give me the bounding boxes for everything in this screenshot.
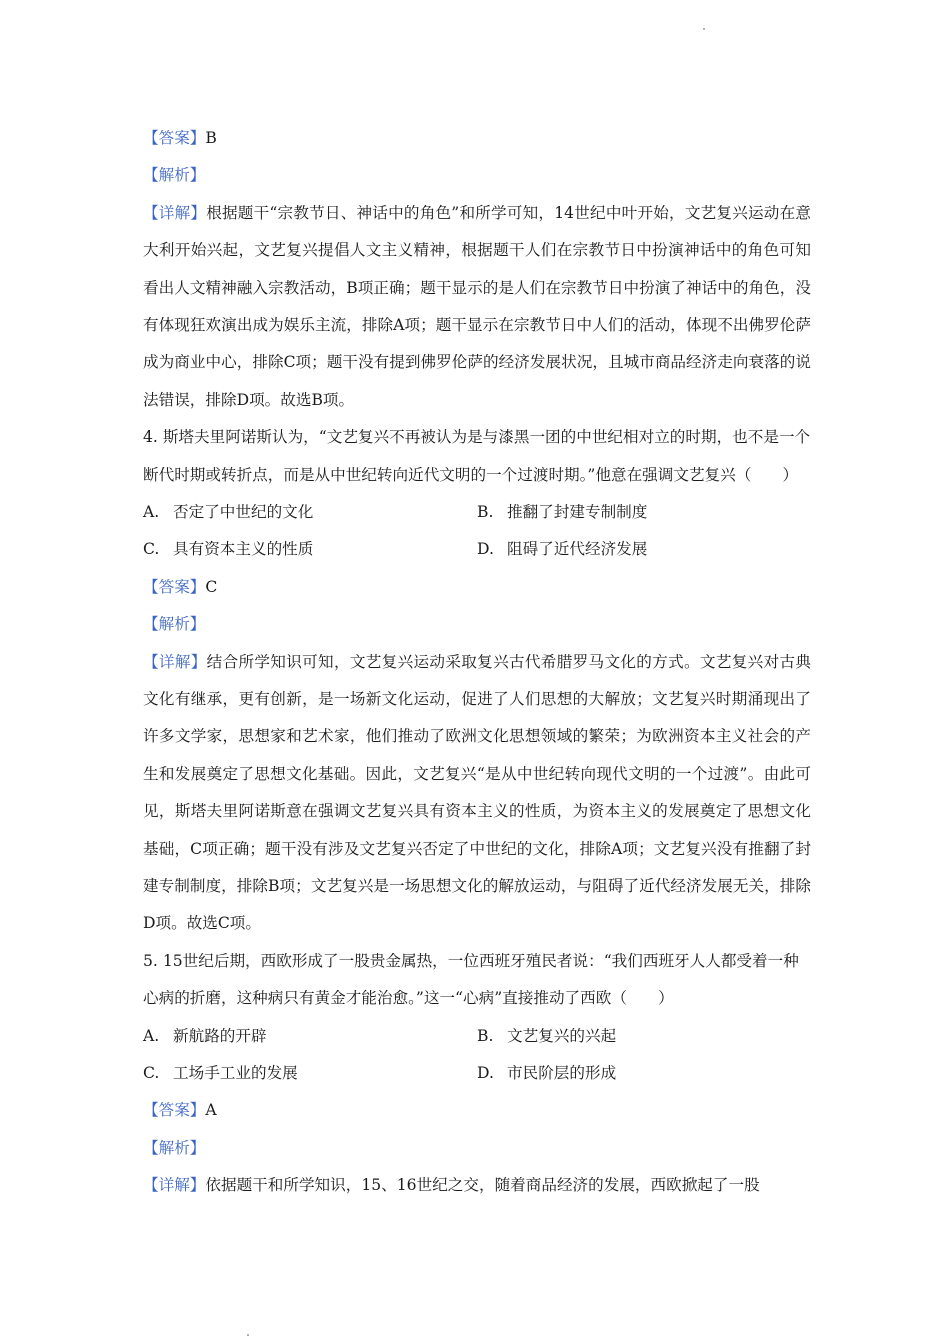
analysis-tag: 【解析】 — [143, 615, 206, 634]
detail-tag: 【详解】 — [143, 652, 207, 671]
analysis-tag: 【解析】 — [143, 166, 206, 185]
answer-tag: 【答案】 — [143, 577, 206, 596]
q5-answer — [143, 1092, 811, 1129]
detail-text: 结合所学知识可知，文艺复兴运动采取复兴古代希腊罗马文化的方式。文艺复兴对古典文化有继承，更有创新，是一场新文化运动，促进了人们思想的大解放；文艺复兴时期涌现出了许多文学家，思想家和艺术家，他们推动了欧洲文化思想领域的繁荣；为欧洲资本主义社会的产生和发展奠定了思想文化基础。因此，文艺复兴“是从中世纪转向现代文明的一个过渡”。由此可见，斯塔夫里阿诺斯意在强调文艺复兴具有资本主义的性质，为资本主义的发展奠定了思想文化基础，C项正确；题干没有涉及文艺复兴否定了中世纪的文化，排除A项；文艺复兴没有推翻了封建专制制度，排除B项；文艺复兴是一场思想文化的解放运动，与阻碍了近代经济发展无关，排除D项。故选C项。 — [143, 652, 811, 933]
option-a: A. 新航路的开辟 — [143, 1026, 267, 1045]
answer-tag: 【答案】 — [143, 1101, 206, 1120]
q5-analysis — [143, 1130, 811, 1167]
answer-value: B — [205, 129, 217, 147]
answer-tag: 【答案】 — [143, 129, 206, 147]
q5-options-row-2 — [143, 1055, 811, 1092]
q3-answer — [143, 120, 811, 157]
q4-stem: 4. 斯塔夫里阿诺斯认为，“文艺复兴不再被认为是与漆黑一团的中世纪相对立的时期，也不是一个断代时期或转折点，而是从中世纪转向近代文明的一个过渡时期。”他意在强调文艺复兴（ ） — [143, 428, 811, 484]
q3-detail — [143, 195, 811, 419]
q4-options-row-2 — [143, 531, 811, 568]
q5-options-row-1 — [143, 1018, 811, 1055]
option-d: D. 阻碍了近代经济发展 — [477, 540, 648, 559]
q4-detail — [143, 644, 811, 943]
option-b: B. 推翻了封建专制制度 — [477, 503, 648, 522]
q3-analysis — [143, 157, 811, 194]
option-c: C. 工场手工业的发展 — [143, 1064, 298, 1083]
detail-text: 依据题干和所学知识，15、16世纪之交，随着商品经济的发展，西欧掀起了一股 — [205, 1176, 760, 1195]
document-page — [143, 120, 811, 1205]
option-c: C. 具有资本主义的性质 — [143, 540, 314, 559]
answer-value: A — [205, 1101, 217, 1120]
q5-stem: 5. 15世纪后期，西欧形成了一股贵金属热，一位西班牙殖民者说：“我们西班牙人人都受着一种心病的折磨，这种病只有黄金才能治愈。”这一“心病”直接推动了西欧（ ） — [143, 951, 799, 1008]
q4-options-row-1 — [143, 494, 811, 531]
answer-value: C — [205, 577, 218, 596]
q5-detail — [143, 1167, 811, 1204]
detail-tag: 【详解】 — [143, 203, 207, 222]
detail-tag: 【详解】 — [143, 1176, 206, 1195]
page-mark-bottom — [247, 1334, 249, 1336]
q4-answer — [143, 569, 811, 606]
option-d: D. 市民阶层的形成 — [477, 1064, 617, 1083]
q4-analysis — [143, 606, 811, 643]
page-mark-top — [703, 28, 705, 30]
analysis-tag: 【解析】 — [143, 1138, 206, 1157]
detail-text: 根据题干“宗教节日、神话中的角色”和所学可知，14世纪中叶开始，文艺复兴运动在意大利开始兴起，文艺复兴提倡人文主义精神，根据题干人们在宗教节日中扮演神话中的角色可知看出人文精神融入宗教活动，B项正确；题干显示的是人们在宗教节日中扮演了神话中的角色，没有体现狂欢演出成为娱乐主流，排除A项；题干显示在宗教节日中人们的活动，体现不出佛罗伦萨成为商业中心，排除C项；题干没有提到佛罗伦萨的经济发展状况，且城市商品经济走向衰落的说法错误，排除D项。故选B项。 — [143, 203, 811, 409]
option-a: A. 否定了中世纪的文化 — [143, 503, 314, 522]
option-b: B. 文艺复兴的兴起 — [477, 1026, 617, 1045]
